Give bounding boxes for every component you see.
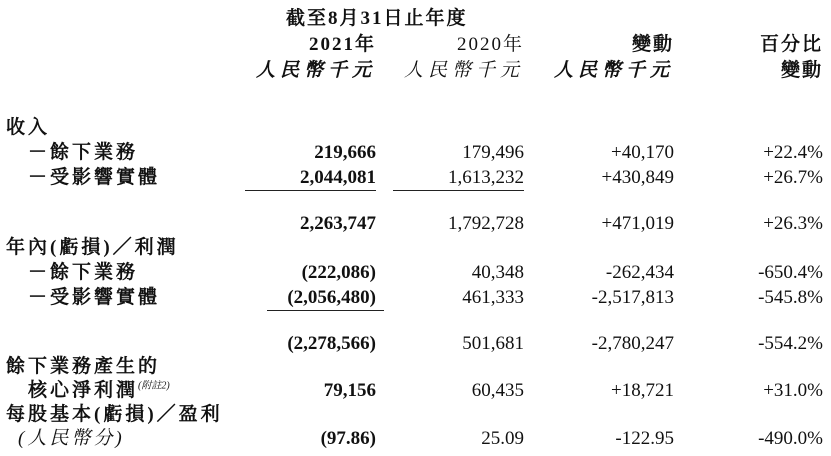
- total-change: +471,019: [601, 213, 674, 234]
- value-2021: (97.86): [320, 428, 376, 449]
- row-label: －餘下業務: [28, 142, 139, 163]
- value-change: -262,434: [605, 262, 674, 283]
- total-2021: (2,278,566): [287, 333, 376, 354]
- row-label: －受影響實體: [28, 287, 161, 308]
- col-change-unit: 人民幣千元: [553, 60, 674, 81]
- col-change-title: 變動: [631, 34, 674, 55]
- total-2021: 2,263,747: [300, 213, 376, 234]
- value-2020: 60,435: [471, 380, 524, 401]
- value-pct: -490.0%: [758, 428, 823, 449]
- subtotal-rule-2021: [267, 310, 384, 311]
- total-change: -2,780,247: [591, 333, 674, 354]
- profit-title: 年內(虧損)／利潤: [6, 237, 179, 258]
- value-2020: 461,333: [462, 287, 524, 308]
- col-pct-sub: 變動: [780, 60, 823, 81]
- value-2021: 219,666: [314, 142, 376, 163]
- col-pct-title: 百分比: [759, 34, 823, 55]
- core-title-line2: [28, 381, 170, 400]
- value-change: +430,849: [601, 167, 674, 188]
- value-2021: (2,056,480): [287, 287, 376, 308]
- value-change: -122.95: [615, 428, 674, 449]
- value-pct: +22.4%: [763, 142, 823, 163]
- value-pct: -545.8%: [758, 287, 823, 308]
- total-2020: 501,681: [462, 333, 524, 354]
- col-2020-unit: 人民幣千元: [403, 60, 524, 81]
- row-label: －受影響實體: [28, 167, 161, 188]
- value-change: -2,517,813: [591, 287, 674, 308]
- subtotal-rule-2021: [245, 190, 376, 191]
- core-title-text: 核心淨利潤: [28, 380, 139, 401]
- subtotal-rule-2020: [393, 190, 524, 191]
- value-pct: +31.0%: [763, 380, 823, 401]
- value-pct: +26.7%: [763, 167, 823, 188]
- value-2021: (222,086): [301, 262, 376, 283]
- value-change: +18,721: [611, 380, 674, 401]
- col-2021-year: 2021年: [308, 34, 376, 55]
- col-2020-year: 2020年: [456, 34, 524, 55]
- row-label: －餘下業務: [28, 262, 139, 283]
- period-header: 截至8月31日止年度: [286, 8, 468, 29]
- total-2020: 1,792,728: [448, 213, 524, 234]
- value-2021: 79,156: [323, 380, 376, 401]
- value-change: +40,170: [611, 142, 674, 163]
- eps-title: 每股基本(虧損)／盈利: [6, 404, 223, 425]
- total-pct: +26.3%: [763, 213, 823, 234]
- eps-unit: (人民幣分): [18, 428, 125, 449]
- footnote-ref: (附註2): [138, 380, 170, 392]
- value-2020: 25.09: [481, 428, 524, 449]
- value-2020: 1,613,232: [448, 167, 524, 188]
- value-2020: 179,496: [462, 142, 524, 163]
- value-2021: 2,044,081: [300, 167, 376, 188]
- col-2021-unit: 人民幣千元: [255, 60, 376, 81]
- total-pct: -554.2%: [758, 333, 823, 354]
- value-2020: 40,348: [471, 262, 524, 283]
- value-pct: -650.4%: [758, 262, 823, 283]
- core-title-line1: 餘下業務產生的: [6, 356, 161, 377]
- revenue-title: 收入: [6, 117, 51, 138]
